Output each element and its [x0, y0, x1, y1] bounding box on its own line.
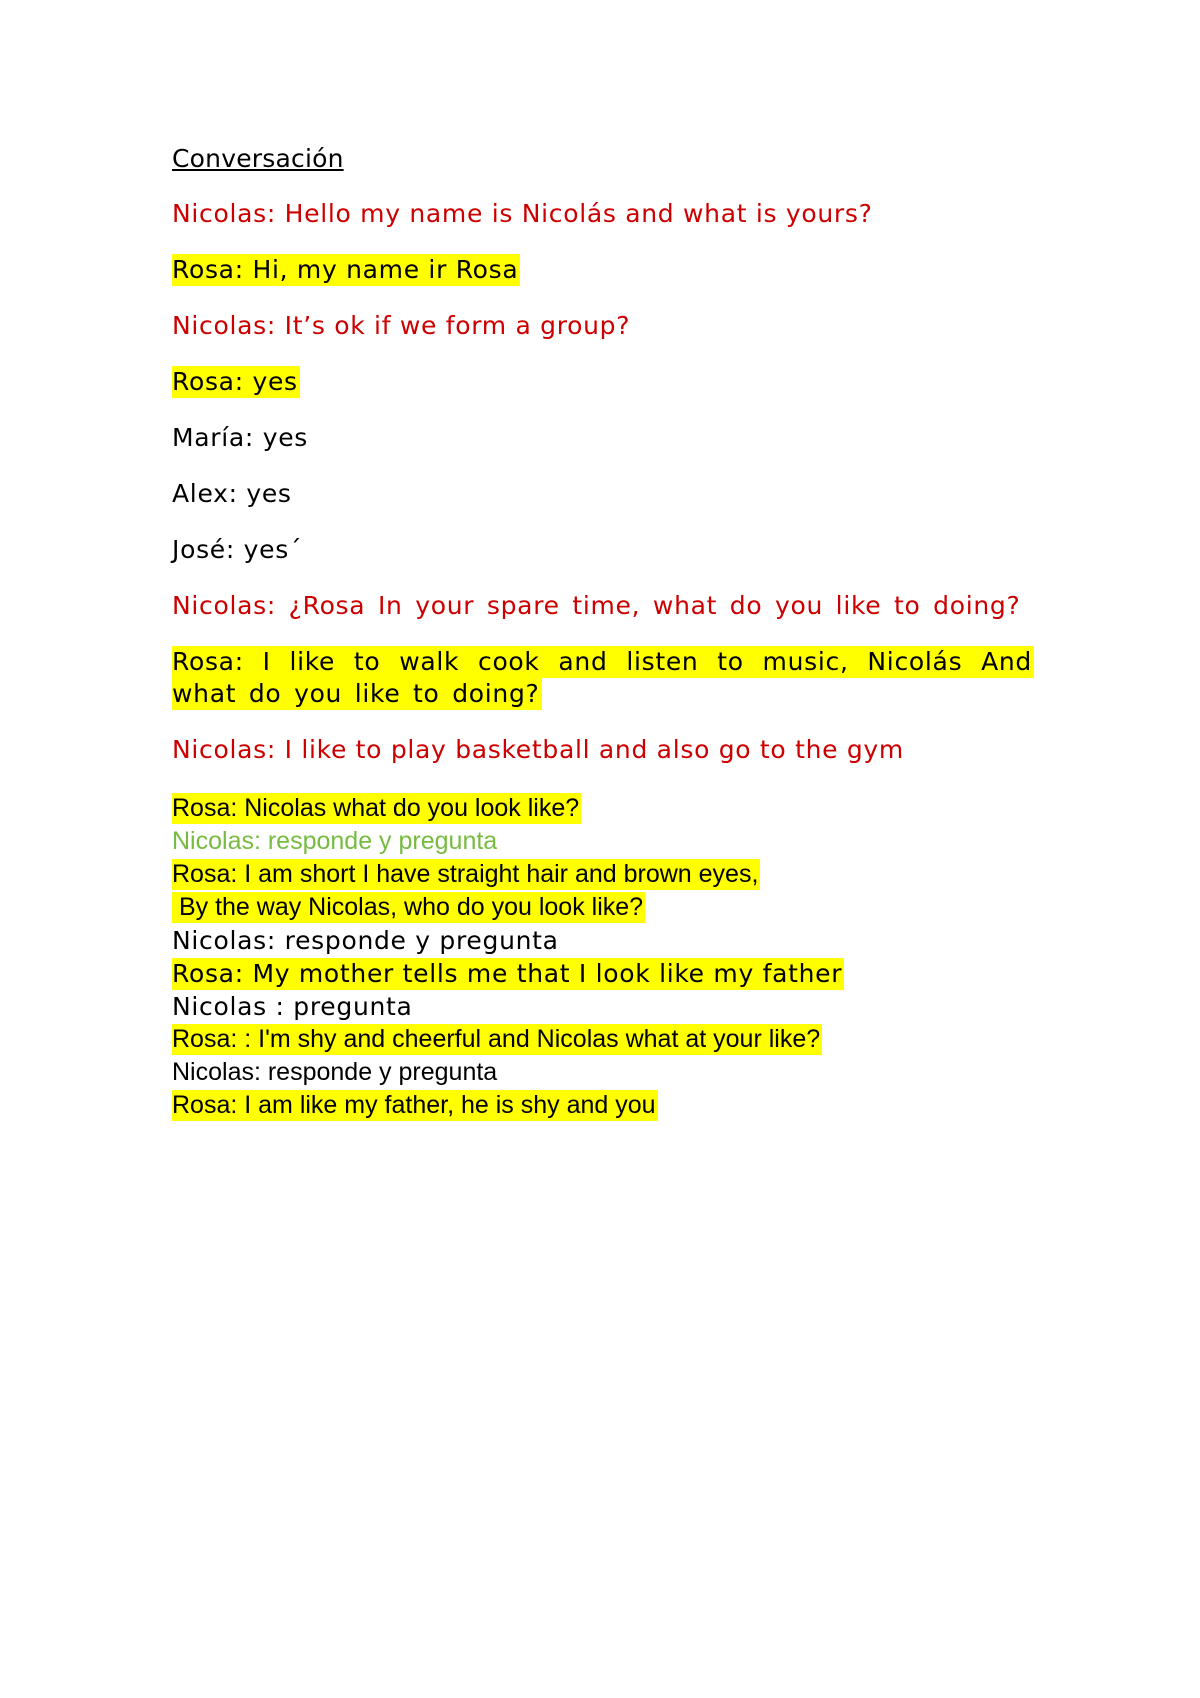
highlighted-line-text: Rosa: I like to walk cook and listen to music, Nicolás And what do you like to doing?	[172, 647, 1032, 708]
dialogue-lines	[172, 792, 1034, 1122]
line-nicolas-hobbies	[172, 734, 1034, 766]
line-nicolas-prompt	[172, 825, 1034, 858]
line-text: Nicolas: Hello my name is Nicolás and what is yours?	[172, 199, 873, 228]
line-nicolas-prompt-short	[172, 990, 1034, 1023]
line-text: Nicolas: I like to play basketball and also go to the gym	[172, 735, 904, 764]
line-text: Nicolas: responde y pregunta	[172, 926, 559, 955]
line-rosa-question	[172, 891, 1034, 924]
line-nicolas-spare-time	[172, 590, 1034, 622]
line-rosa-personality	[172, 1023, 1034, 1056]
highlighted-line-text: Rosa: : I'm shy and cheerful and Nicolas what at your like?	[172, 1025, 821, 1053]
highlighted-line-text: Rosa: I am short I have straight hair and brown eyes,	[172, 860, 759, 888]
highlighted-line-text: Rosa: Nicolas what do you look like?	[172, 794, 580, 822]
line-text: Nicolas: ¿Rosa In your spare time, what do you like to doing?	[172, 591, 1021, 620]
highlighted-line-text: By the way Nicolas, who do you look like?	[172, 893, 644, 921]
line-text: José: yes´	[172, 535, 303, 564]
highlighted-line-text: Rosa: yes	[172, 367, 298, 396]
highlighted-line-text: Rosa: My mother tells me that I look like my father	[172, 959, 843, 988]
line-text: Nicolas: responde y pregunta	[172, 1058, 498, 1086]
line-maria-yes	[172, 422, 1034, 454]
line-text: Nicolas: It’s ok if we form a group?	[172, 311, 631, 340]
line-jose-yes	[172, 534, 1034, 566]
line-nicolas-greeting	[172, 198, 1034, 230]
line-text: María: yes	[172, 423, 309, 452]
highlighted-line-text: Rosa: I am like my father, he is shy and you	[172, 1091, 656, 1119]
conversation-body	[172, 142, 1034, 1122]
line-nicolas-prompt	[172, 1056, 1034, 1089]
line-alex-yes	[172, 478, 1034, 510]
line-rosa-greeting	[172, 254, 1034, 286]
line-text: Alex: yes	[172, 479, 292, 508]
highlighted-line-text: Rosa: Hi, my name ir Rosa	[172, 255, 519, 284]
line-rosa-description	[172, 858, 1034, 891]
line-nicolas-prompt	[172, 924, 1034, 957]
document-heading: Conversación	[172, 144, 344, 173]
line-rosa-mother	[172, 957, 1034, 990]
line-rosa-father	[172, 1089, 1034, 1122]
line-rosa-look-like	[172, 792, 1034, 825]
line-text: Nicolas: responde y pregunta	[172, 827, 498, 855]
line-nicolas-group-question	[172, 310, 1034, 342]
line-rosa-yes	[172, 366, 1034, 398]
line-rosa-hobbies	[172, 646, 1034, 710]
line-text: Nicolas : pregunta	[172, 992, 413, 1021]
